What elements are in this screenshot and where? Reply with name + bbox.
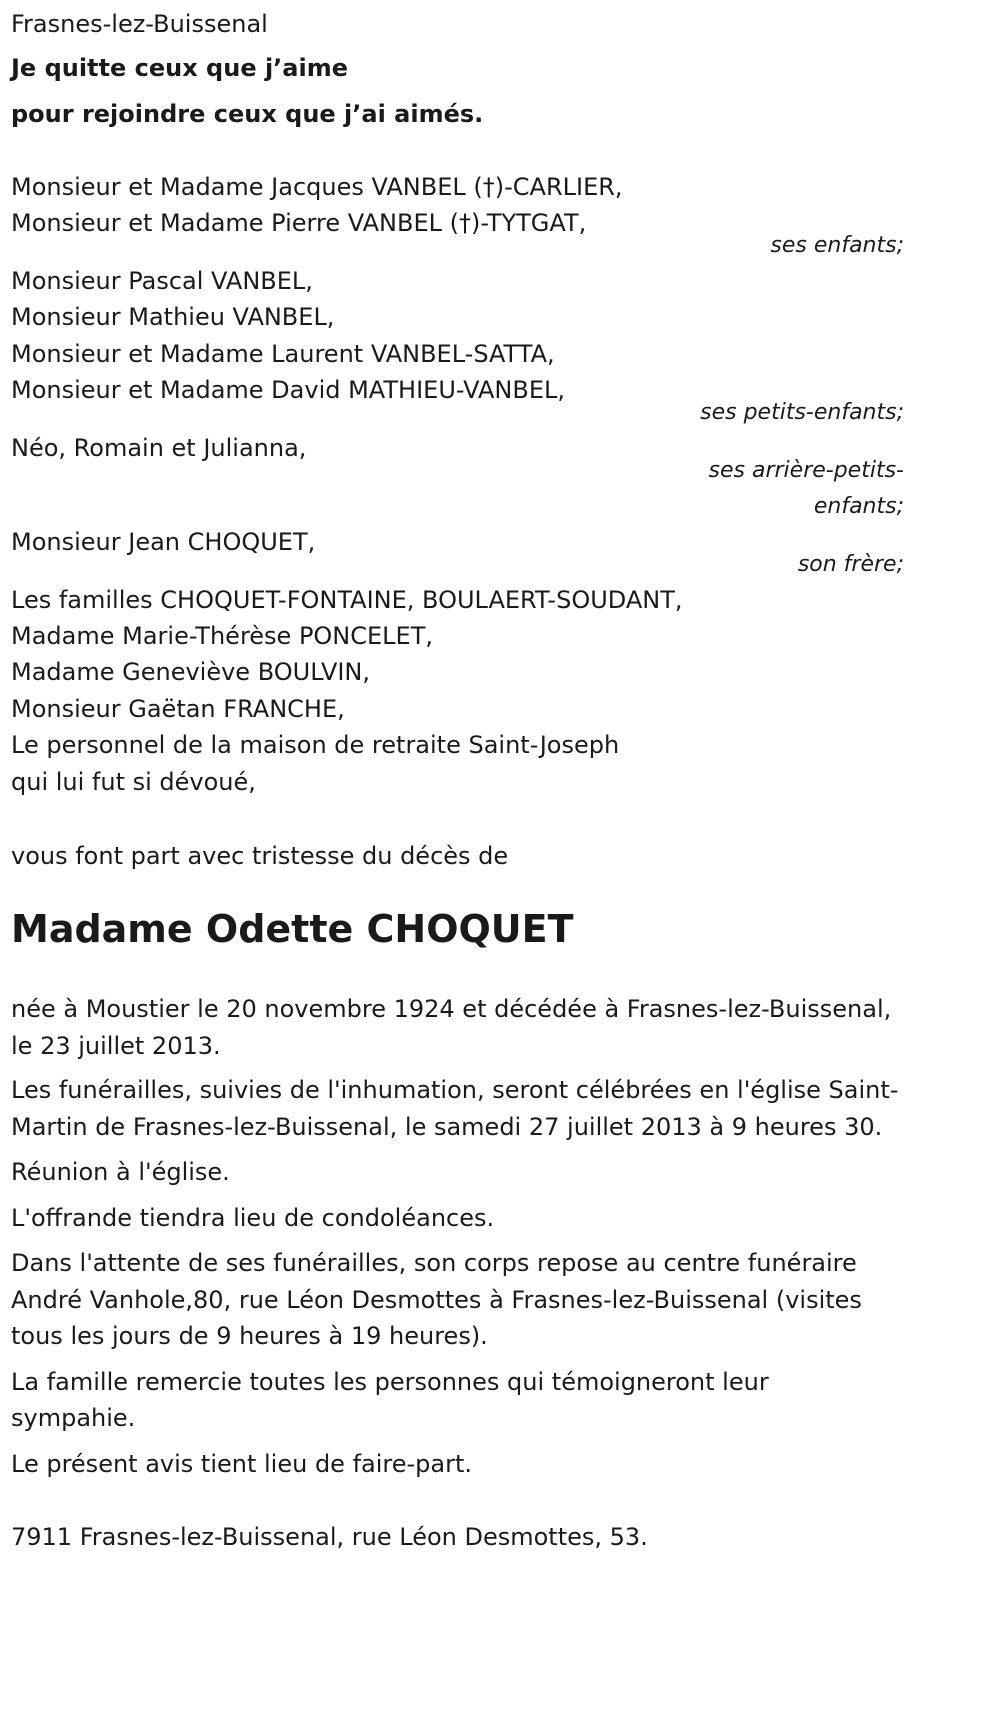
great-grandchildren-role-1: ses arrière-petits- bbox=[708, 458, 904, 483]
meeting-line: Réunion à l'église. bbox=[11, 1158, 230, 1186]
brother-role: son frère; bbox=[797, 552, 904, 577]
funeral-line-2: Martin de Frasnes-lez-Buissenal, le samedi 27 juillet 2013 à 9 heures 30. bbox=[11, 1113, 883, 1141]
others-line-3: Madame Geneviève BOULVIN, bbox=[11, 658, 371, 686]
grandchild-line-2: Monsieur Mathieu VANBEL, bbox=[11, 303, 335, 331]
address-line: 7911 Frasnes-lez-Buissenal, rue Léon Desmottes, 53. bbox=[11, 1523, 648, 1551]
child-line-2: Monsieur et Madame Pierre VANBEL (†)-TYTGAT, bbox=[11, 209, 587, 237]
grandchildren-role: ses petits-enfants; bbox=[700, 400, 904, 425]
others-line-1: Les familles CHOQUET-FONTAINE, BOULAERT-SOUDANT, bbox=[11, 586, 683, 614]
birth-death-line-2: le 23 juillet 2013. bbox=[11, 1032, 221, 1060]
thanks-line-2: sympahie. bbox=[11, 1404, 136, 1432]
header-location: Frasnes-lez-Buissenal bbox=[11, 10, 268, 38]
rest-line-1: Dans l'attente de ses funérailles, son corps repose au centre funéraire bbox=[11, 1249, 857, 1277]
grandchild-line-3: Monsieur et Madame Laurent VANBEL-SATTA, bbox=[11, 340, 555, 368]
birth-death-line-1: née à Moustier le 20 novembre 1924 et décédée à Frasnes-lez-Buissenal, bbox=[11, 995, 892, 1023]
deceased-name: Madame Odette CHOQUET bbox=[11, 907, 574, 951]
children-role: ses enfants; bbox=[770, 233, 904, 258]
offering-line: L'offrande tiendra lieu de condoléances. bbox=[11, 1204, 495, 1232]
others-line-2: Madame Marie-Thérèse PONCELET, bbox=[11, 622, 434, 650]
others-line-5: Le personnel de la maison de retraite Saint-Joseph bbox=[11, 731, 620, 759]
notice-line: Le présent avis tient lieu de faire-part. bbox=[11, 1450, 473, 1478]
grandchild-line-1: Monsieur Pascal VANBEL, bbox=[11, 267, 313, 295]
rest-line-2: André Vanhole,80, rue Léon Desmottes à Frasnes-lez-Buissenal (visites bbox=[11, 1286, 862, 1314]
thanks-line-1: La famille remercie toutes les personnes qui témoigneront leur bbox=[11, 1368, 769, 1396]
funeral-line-1: Les funérailles, suivies de l'inhumation, seront célébrées en l'église Saint- bbox=[11, 1076, 899, 1104]
child-line-1: Monsieur et Madame Jacques VANBEL (†)-CARLIER, bbox=[11, 173, 623, 201]
announcement: vous font part avec tristesse du décès de bbox=[11, 842, 509, 870]
quote-line-2: pour rejoindre ceux que j’ai aimés. bbox=[11, 100, 484, 128]
grandchild-line-4: Monsieur et Madame David MATHIEU-VANBEL, bbox=[11, 376, 566, 404]
great-grandchildren-role-2: enfants; bbox=[813, 494, 904, 519]
others-line-4: Monsieur Gaëtan FRANCHE, bbox=[11, 695, 345, 723]
quote-line-1: Je quitte ceux que j’aime bbox=[11, 54, 349, 82]
brother-line: Monsieur Jean CHOQUET, bbox=[11, 528, 316, 556]
others-line-6: qui lui fut si dévoué, bbox=[11, 768, 256, 796]
rest-line-3: tous les jours de 9 heures à 19 heures). bbox=[11, 1322, 488, 1350]
great-grandchildren-line: Néo, Romain et Julianna, bbox=[11, 434, 307, 462]
